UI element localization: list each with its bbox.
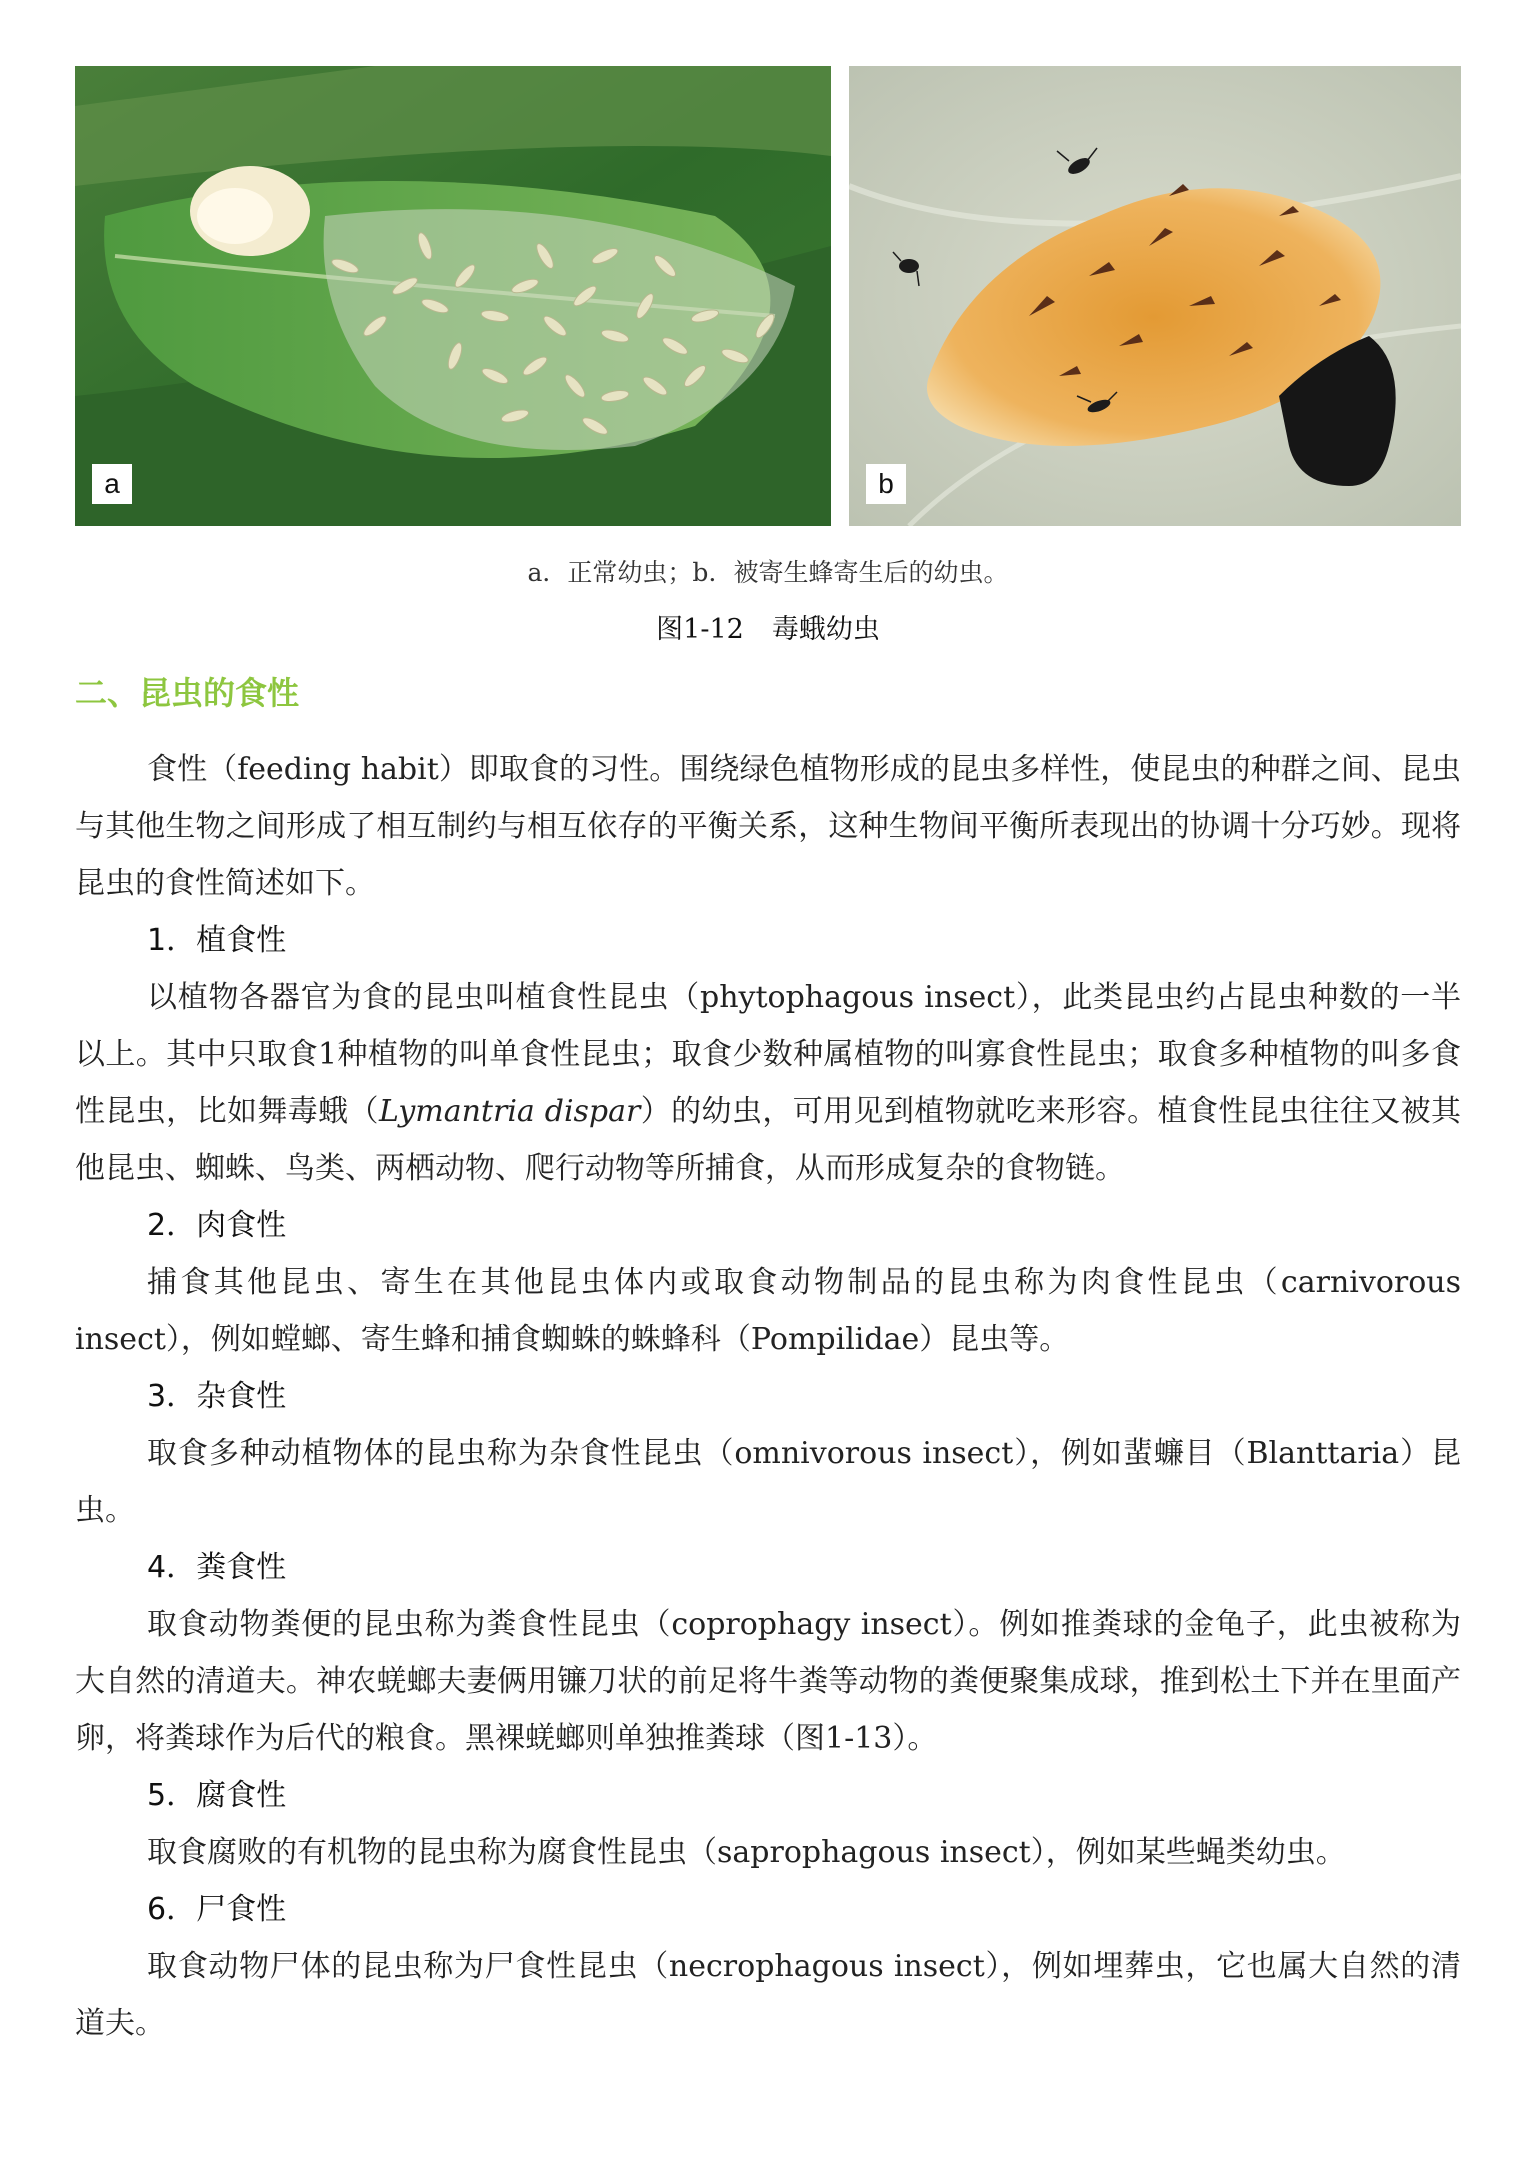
paragraph-coprophagy: 取食动物粪便的昆虫称为粪食性昆虫（coprophagy insect）。例如推粪球的金龟子，此虫被称为大自然的清道夫。神农蜣螂夫妻俩用镰刀状的前足将牛粪等动物的粪便聚集成球，推到松土下并在里面产卵，将粪球作为后代的粮食。黑裸蜣螂则单独推粪球（图1-13）。	[75, 1607, 1461, 1756]
leaf-with-larvae-illustration	[75, 66, 831, 526]
species-name: Lymantria dispar	[378, 1094, 641, 1129]
figure-caption	[0, 607, 1536, 646]
subheading-omnivory: 3．杂食性	[147, 1379, 287, 1414]
panel-label-b: b	[866, 464, 906, 504]
photo-parasitized-larva	[849, 66, 1461, 526]
subheading-carnivory: 2．肉食性	[147, 1208, 287, 1243]
panel-label-a: a	[92, 464, 132, 504]
figure-1-12	[75, 66, 1461, 526]
herbivory-text-part1: 以植物各器官为食的昆虫叫植食性昆虫（phytophagous insect），此类昆虫约占昆虫种数的一半以上。其中只取食1种植物的叫单食性昆虫；取食少数种属植物的叫寡食性昆虫；取食多种植物的叫多食性昆虫，比如舞毒蛾（	[75, 980, 1461, 1129]
parasitized-larva-illustration	[849, 66, 1461, 526]
subheading-necrophagy: 6．尸食性	[147, 1892, 287, 1927]
subheading-herbivory: 1．植食性	[147, 923, 287, 958]
herbivory-text-part2: ）的幼虫，可用见到植物就吃来形容。植食性昆虫往往又被其他昆虫、蜘蛛、鸟类、两栖动物、爬行动物等所捕食，从而形成复杂的食物链。	[75, 1094, 1461, 1186]
photo-normal-larvae	[75, 66, 831, 526]
subheading-saprophagy: 5．腐食性	[147, 1778, 287, 1813]
section-heading: 二、昆虫的食性	[75, 674, 300, 712]
intro-paragraph: 食性（feeding habit）即取食的习性。围绕绿色植物形成的昆虫多样性，使昆虫的种群之间、昆虫与其他生物之间形成了相互制约与相互依存的平衡关系，这种生物间平衡所表现出的协调十分巧妙。现将昆虫的食性简述如下。	[75, 752, 1461, 901]
figure-title: 毒蛾幼虫	[771, 614, 880, 645]
figure-subcaption: a．正常幼虫；b．被寄生蜂寄生后的幼虫。	[527, 558, 1009, 587]
subheading-coprophagy: 4．粪食性	[147, 1550, 287, 1585]
paragraph-herbivory	[75, 969, 1461, 1197]
paragraph-necrophagy: 取食动物尸体的昆虫称为尸食性昆虫（necrophagous insect），例如埋葬虫，它也属大自然的清道夫。	[75, 1949, 1461, 2041]
paragraph-saprophagy: 取食腐败的有机物的昆虫称为腐食性昆虫（saprophagous insect），例如某些蝇类幼虫。	[147, 1835, 1346, 1870]
figure-number: 图1-12	[656, 614, 744, 645]
paragraph-omnivory: 取食多种动植物体的昆虫称为杂食性昆虫（omnivorous insect），例如蜚蠊目（Blanttaria）昆虫。	[75, 1436, 1461, 1528]
paragraph-carnivory: 捕食其他昆虫、寄生在其他昆虫体内或取食动物制品的昆虫称为肉食性昆虫（carnivorous insect），例如螳螂、寄生蜂和捕食蜘蛛的蛛蜂科（Pompilidae）昆虫等。	[75, 1265, 1461, 1357]
section-body	[75, 741, 1461, 2052]
